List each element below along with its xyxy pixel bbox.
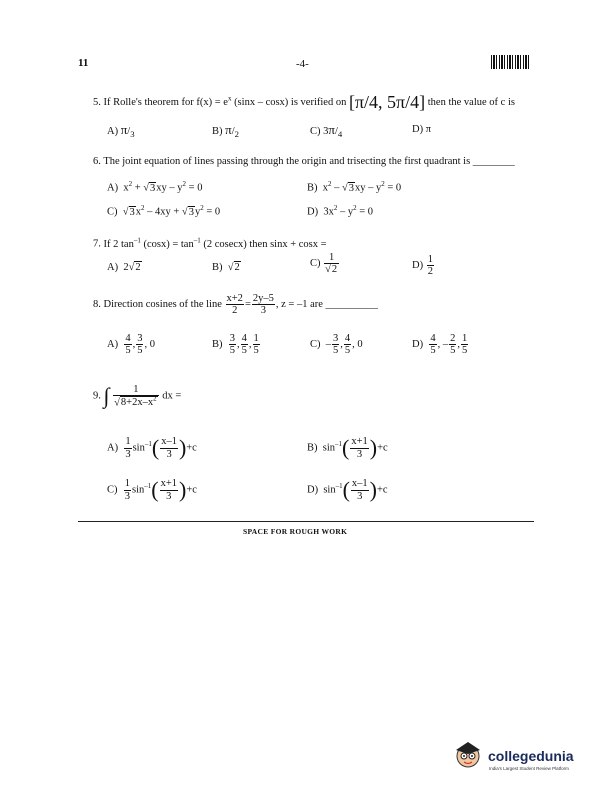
divider — [78, 521, 534, 522]
question-number: 7. — [93, 238, 101, 250]
question-5 — [93, 92, 515, 113]
question-text: Direction cosines of the line $\frac{x+2}{2}$ = $\frac{2y-5}{3}$ , z = –1 are __________ — [103, 293, 379, 317]
option-a[interactable]: A) $\frac{1}{3}$ $\sin^{-1}$( $\frac{x-1}{3}$ )+c — [107, 435, 197, 460]
option-a[interactable]: A) $x^2 + √3xy - y^2 = 0$ — [107, 180, 203, 194]
question-number: 5. — [93, 96, 101, 108]
option-d[interactable]: D) $3x^2 - y^2 = 0$ — [307, 204, 374, 218]
option-d[interactable]: D) $\frac{4}{5}$ , – $\frac{2}{5}$ , $\frac{1}{5}$ — [412, 333, 468, 357]
page-label: -4- — [296, 58, 309, 70]
footer-text: SPACE FOR ROUGH WORK — [243, 527, 348, 536]
logo-tagline: India's Largest Student Review Platform — [489, 766, 569, 771]
option-a[interactable]: A) $\frac{4}{5}$ , $\frac{3}{5}$ , 0 — [107, 333, 155, 357]
option-d[interactable]: D) $\frac{1}{2}$ — [412, 254, 433, 278]
option-d[interactable]: D) π — [412, 124, 432, 135]
question-number: 8. — [93, 298, 101, 310]
option-a[interactable]: A) $\pi/_3$ — [107, 122, 135, 140]
question-number: 6. — [93, 156, 101, 167]
option-d[interactable]: D) $\sin^{-1}$( $\frac{x-1}{3}$ )+c — [307, 477, 388, 502]
option-b[interactable]: B) $\sin^{-1}$( $\frac{x+1}{3}$ )+c — [307, 435, 388, 460]
barcode — [491, 55, 531, 69]
mascot-icon — [452, 738, 484, 770]
option-b[interactable]: B) √2 — [212, 262, 240, 273]
interval: [π/4, 5π/4] — [348, 92, 426, 112]
question-7 — [93, 236, 327, 250]
question-text: If 2 $\tan^{-1} (\cos x) = \tan^{-1} (2$ cosecx) then sinx + cosx = — [103, 236, 327, 250]
integral-sign: ∫ — [103, 383, 110, 408]
question-number: 9. — [93, 390, 101, 402]
question-text: The joint equation of lines passing through the origin and trisecting the first quadrant is ________ — [103, 156, 515, 167]
option-c[interactable]: C) – $\frac{3}{5}$ , $\frac{4}{5}$ , 0 — [310, 333, 363, 357]
option-c[interactable]: C) $√3x^2 - 4xy + √3y^2 = 0$ — [107, 204, 221, 218]
option-c[interactable]: C) $\frac{1}{√2}$ — [310, 252, 338, 276]
option-b[interactable]: B) $x^2 - √3xy - y^2 = 0$ — [307, 180, 402, 194]
logo-text: collegedunia — [488, 748, 574, 764]
page-number: 11 — [78, 57, 89, 69]
question-8 — [93, 293, 378, 316]
question-text-end: then the value of c is — [427, 96, 515, 108]
question-6 — [93, 156, 515, 167]
question-text: If Rolle's theorem for $f(x) = e^x$ (sinx – cosx) is verified on — [103, 94, 347, 108]
option-c[interactable]: C) $3\pi/_4$ — [310, 122, 343, 140]
option-b[interactable]: B) $\frac{3}{5}$ , $\frac{4}{5}$ , $\frac{1}{5}$ — [212, 333, 259, 357]
question-9: 9. ∫ $\frac{1}{√8+2x-x^2}$ dx = — [93, 383, 182, 409]
option-c[interactable]: C) $\frac{1}{3}$ $\sin^{-1}$( $\frac{x+1}{3}$ )+c — [107, 477, 197, 502]
option-a[interactable]: A) 2√2 — [107, 262, 141, 273]
option-b[interactable]: B) $\pi/_2$ — [212, 122, 239, 140]
